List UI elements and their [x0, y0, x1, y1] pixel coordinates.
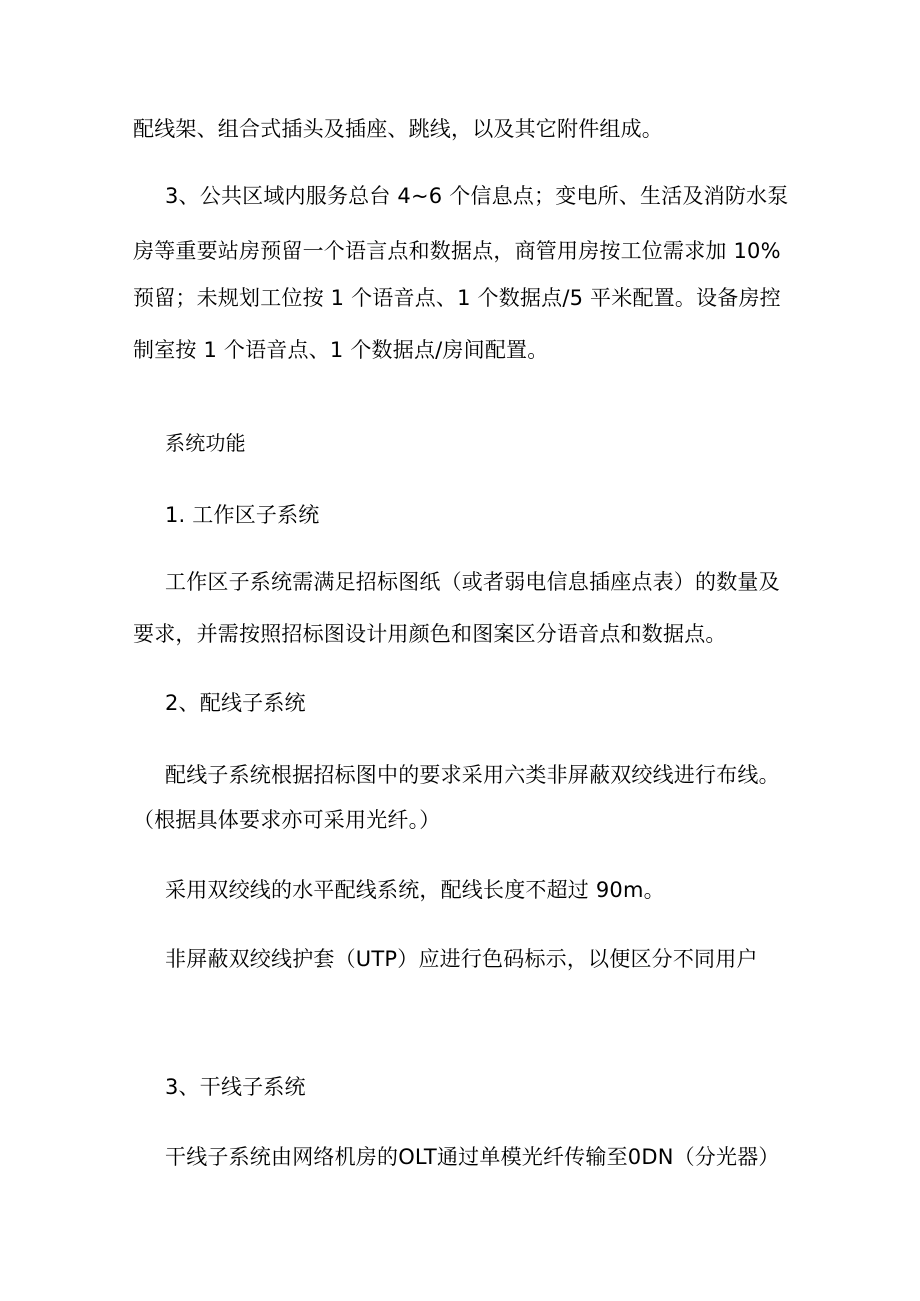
- paragraph-line: 要求，并需按照招标图设计用颜色和图案区分语音点和数据点。: [133, 622, 727, 646]
- paragraph-line: 采用双绞线的水平配线系统，配线长度不超过 90m。: [165, 878, 665, 902]
- paragraph-line: 预留；未规划工位按 1 个语音点、1 个数据点/5 平米配置。设备房控: [133, 286, 781, 310]
- subsection-heading: 1. 工作区子系统: [165, 503, 320, 527]
- paragraph-line: （根据具体要求亦可采用光纤。）: [133, 808, 441, 832]
- paragraph-line: 3、公共区域内服务总台 4~6 个信息点；变电所、生活及消防水泵: [165, 184, 789, 208]
- paragraph-line: 干线子系统由网络机房的OLT通过单模光纤传输至0DN（分光器）: [165, 1145, 780, 1169]
- paragraph-line: 非屏蔽双绞线护套（UTP）应进行色码标示，以便区分不同用户: [165, 947, 758, 971]
- paragraph-line: 工作区子系统需满足招标图纸（或者弱电信息插座点表）的数量及: [165, 570, 780, 594]
- subsection-heading: 3、干线子系统: [165, 1075, 306, 1099]
- paragraph-line: 配线子系统根据招标图中的要求采用六类非屏蔽双绞线进行布线。: [165, 763, 780, 787]
- subsection-heading: 2、配线子系统: [165, 691, 306, 715]
- paragraph-line: 房等重要站房预留一个语言点和数据点，商管用房按工位需求加 10%: [133, 239, 781, 263]
- paragraph-line: 配线架、组合式插头及插座、跳线，以及其它附件组成。: [133, 117, 663, 141]
- section-heading: 系统功能: [165, 431, 246, 455]
- paragraph-line: 制室按 1 个语音点、1 个数据点/房间配置。: [133, 338, 549, 362]
